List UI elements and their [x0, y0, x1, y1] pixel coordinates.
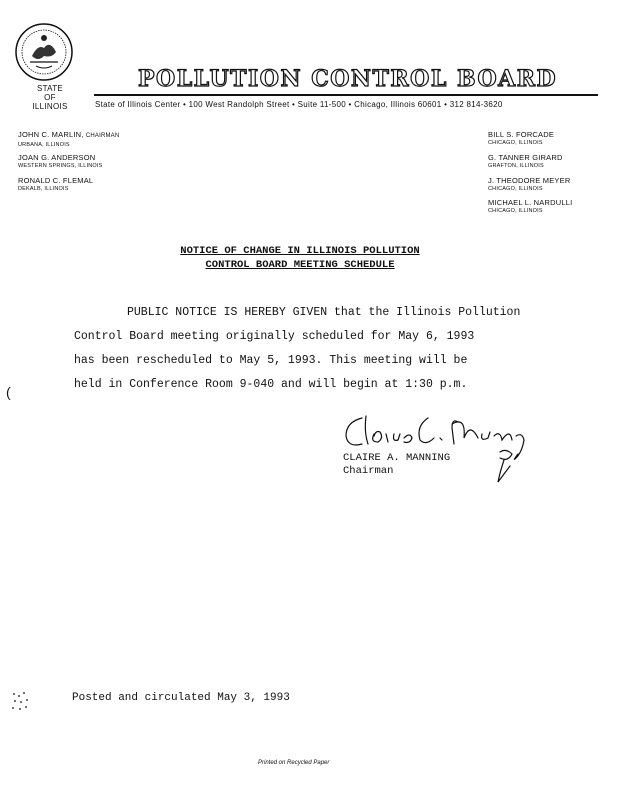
member-entry [488, 153, 563, 170]
margin-mark: ( [6, 384, 11, 400]
member-name: G. TANNER GIRARD [488, 153, 563, 162]
member-city: CHICAGO, ILLINOIS [488, 140, 543, 146]
member-city: CHICAGO, ILLINOIS [488, 186, 543, 192]
board-name-heading: POLLUTION CONTROL BOARD [138, 66, 558, 92]
seal-caption-line: ILLINOIS [32, 102, 68, 111]
member-city: CHICAGO, ILLINOIS [488, 208, 543, 214]
notice-body-line: PUBLIC NOTICE IS HEREBY GIVEN that the Illinois Pollution [127, 306, 521, 319]
scan-artifact-icon [10, 690, 32, 714]
notice-body-line: has been rescheduled to May 5, 1993. This meeting will be [74, 354, 468, 367]
member-entry [488, 198, 572, 215]
member-name: MICHAEL L. NARDULLI [488, 198, 573, 207]
letterhead-rule [94, 94, 598, 96]
posted-date: Posted and circulated May 3, 1993 [72, 692, 290, 704]
member-name: RONALD C. FLEMAL [18, 176, 94, 185]
seal-caption [28, 84, 72, 111]
member-role: CHAIRMAN [85, 133, 120, 139]
notice-body-line: Control Board meeting originally scheduled for May 6, 1993 [74, 330, 475, 343]
member-entry [18, 176, 93, 193]
member-city: WESTERN SPRINGS, ILLINOIS [18, 163, 103, 169]
notice-title-line: CONTROL BOARD MEETING SCHEDULE [205, 259, 395, 271]
recycled-paper-note: Printed on Recycled Paper [258, 760, 330, 766]
member-name: BILL S. FORCADE [488, 130, 555, 139]
notice-body-line: held in Conference Room 9-040 and will begin at 1:30 p.m. [74, 378, 468, 391]
member-city: DEKALB, ILLINOIS [18, 186, 69, 192]
member-entry [488, 176, 570, 193]
member-name: J. THEODORE MEYER [488, 176, 571, 185]
member-name: JOHN C. MARLIN, CHAIRMAN [18, 130, 120, 139]
seal-caption-line: STATE [36, 84, 64, 93]
member-entry [488, 130, 554, 147]
member-city: URBANA, ILLINOIS [18, 142, 70, 148]
member-entry [18, 130, 119, 149]
member-name: JOAN G. ANDERSON [18, 153, 96, 162]
signer-title: Chairman [343, 465, 394, 477]
member-city: GRAFTON, ILLINOIS [488, 163, 544, 169]
signer-name: CLAIRE A. MANNING [343, 452, 451, 464]
board-address: State of Illinois Center • 100 West Randolph Street • Suite 11-500 • Chicago, Illinois 60601 • 312 814-3620 [95, 100, 503, 109]
seal-caption-line: OF [44, 93, 56, 102]
state-seal-icon [14, 22, 74, 82]
member-entry [18, 153, 102, 170]
notice-title-line: NOTICE OF CHANGE IN ILLINOIS POLLUTION [180, 245, 420, 257]
notice-title [110, 244, 490, 272]
